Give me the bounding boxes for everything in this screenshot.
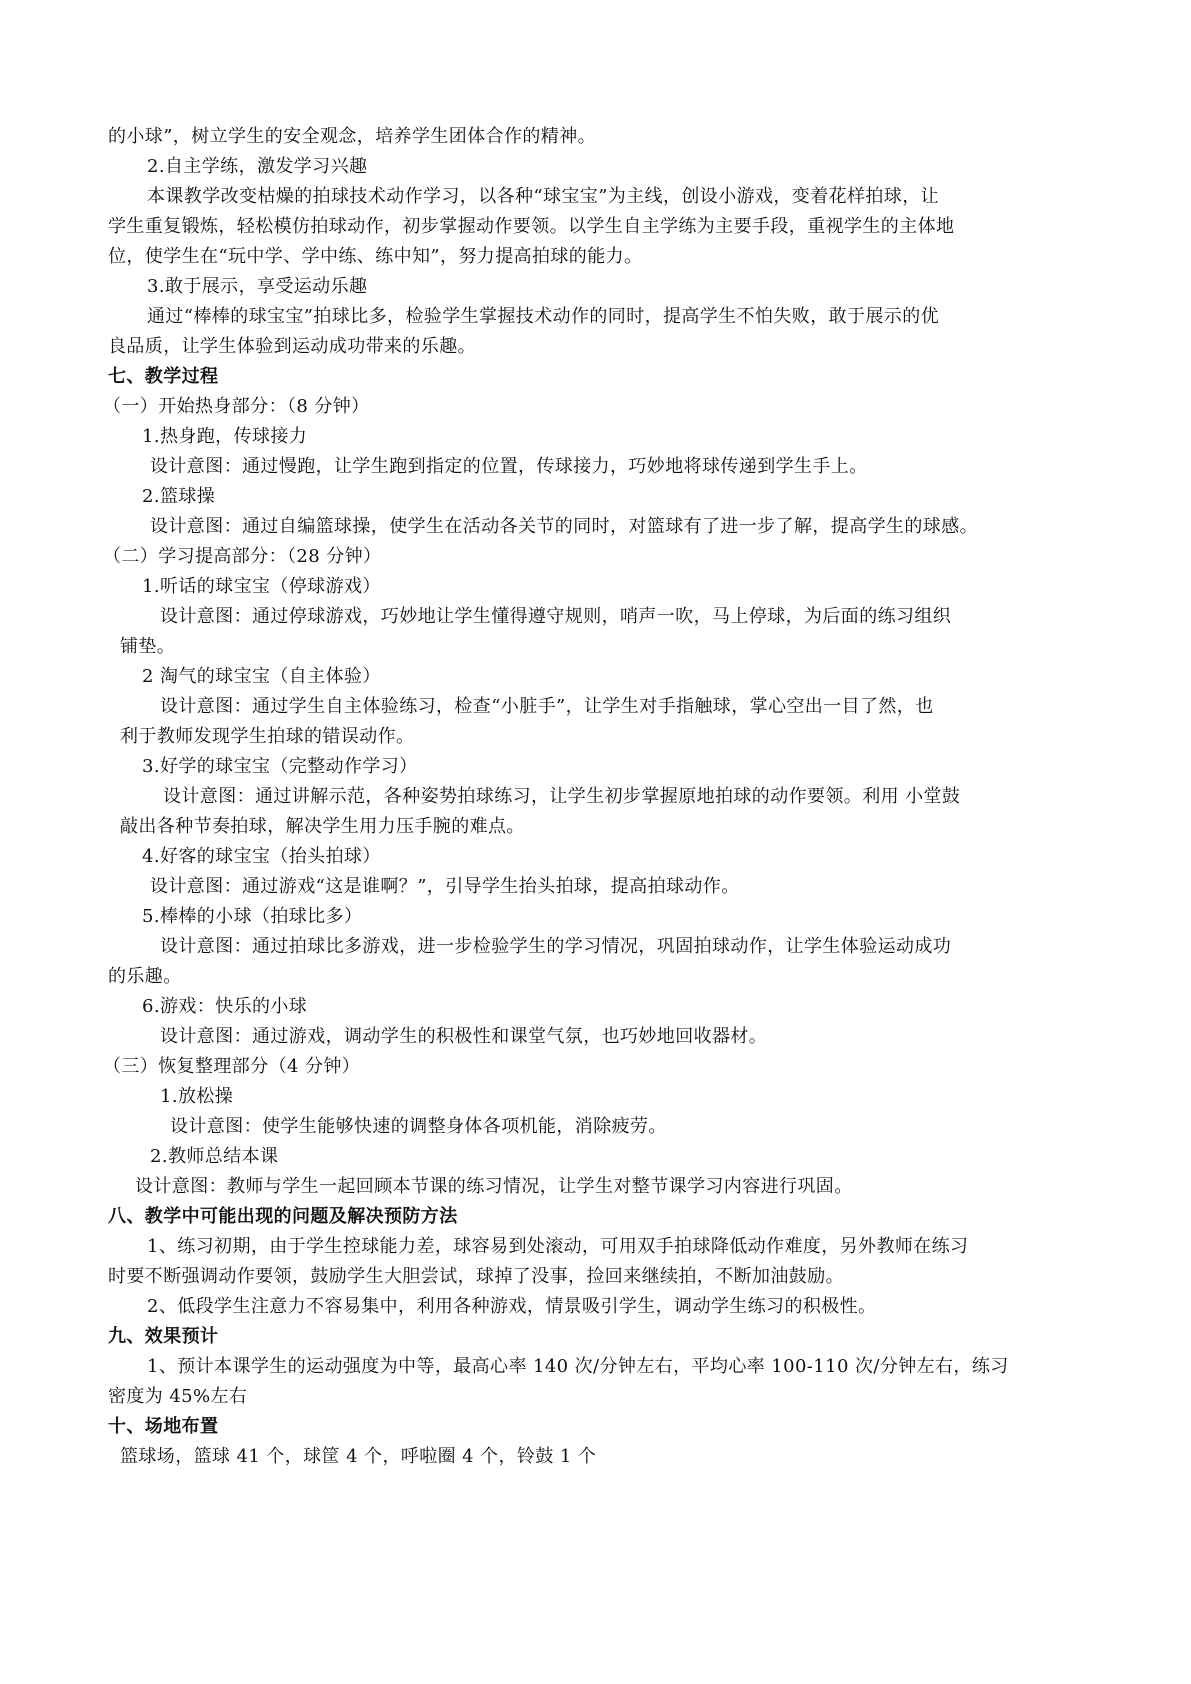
subheading: 2.教师总结本课 [150, 1146, 279, 1167]
paragraph-line: 铺垫。 [120, 636, 176, 657]
paragraph-line: 设计意图：通过学生自主体验练习，检查“小脏手”，让学生对手指触球，掌心空出一目了然，也 [160, 696, 934, 717]
subheading: 1.听话的球宝宝（停球游戏） [142, 576, 381, 597]
paragraph-line: 设计意图：通过停球游戏，巧妙地让学生懂得遵守规则，哨声一吹，马上停球，为后面的练习组织 [160, 606, 952, 627]
section-heading: 十、场地布置 [108, 1416, 219, 1437]
paragraph-line: 设计意图：通过讲解示范，各种姿势拍球练习，让学生初步掌握原地拍球的动作要领。利用 小堂鼓 [163, 786, 961, 807]
subsection-heading: （二）学习提高部分：（28 分钟） [103, 546, 382, 567]
paragraph-line: 利于教师发现学生拍球的错误动作。 [120, 726, 415, 747]
subheading: 4.好客的球宝宝（抬头拍球） [142, 846, 381, 867]
subsection-heading: （一）开始热身部分：（8 分钟） [103, 396, 370, 417]
paragraph-line: 设计意图：使学生能够快速的调整身体各项机能，消除疲劳。 [170, 1116, 667, 1137]
paragraph-line: 密度为 45%左右 [108, 1386, 248, 1407]
subheading: 2.自主学练，激发学习兴趣 [147, 156, 368, 177]
paragraph-line: 1、预计本课学生的运动强度为中等，最高心率 140 次/分钟左右，平均心率 100-110 次/分钟左右，练习 [147, 1356, 1009, 1377]
paragraph-line: 2、低段学生注意力不容易集中，利用各种游戏，情景吸引学生，调动学生练习的积极性。 [147, 1296, 877, 1317]
paragraph-line: 位，使学生在“玩中学、学中练、练中知”，努力提高拍球的能力。 [108, 246, 643, 267]
paragraph-line: 本课教学改变枯燥的拍球技术动作学习，以各种“球宝宝”为主线，创设小游戏，变着花样拍球，让 [147, 186, 939, 207]
section-heading: 七、教学过程 [108, 366, 219, 387]
paragraph-line: 学生重复锻炼，轻松模仿拍球动作，初步掌握动作要领。以学生自主学练为主要手段，重视学生的主体地 [108, 216, 955, 237]
subsection-heading: （三）恢复整理部分（4 分钟） [103, 1056, 361, 1077]
subheading: 2 淘气的球宝宝（自主体验） [142, 666, 381, 687]
paragraph-line: 敲出各种节奏拍球，解决学生用力压手腕的难点。 [120, 816, 525, 837]
paragraph-line: 设计意图：通过慢跑，让学生跑到指定的位置，传球接力，巧妙地将球传递到学生手上。 [150, 456, 868, 477]
section-heading: 九、效果预计 [108, 1326, 219, 1347]
paragraph-line: 通过“棒棒的球宝宝”拍球比多，检验学生掌握技术动作的同时，提高学生不怕失败，敢于展示的优 [147, 306, 939, 327]
subheading: 1.放松操 [160, 1086, 234, 1107]
subheading: 5.棒棒的小球（拍球比多） [142, 906, 363, 927]
paragraph-line: 设计意图：通过拍球比多游戏，进一步检验学生的学习情况，巩固拍球动作，让学生体验运动成功 [160, 936, 952, 957]
subheading: 3.敢于展示，享受运动乐趣 [147, 276, 368, 297]
subheading: 3.好学的球宝宝（完整动作学习） [142, 756, 418, 777]
section-heading: 八、教学中可能出现的问题及解决预防方法 [108, 1206, 458, 1227]
paragraph-line: 1、练习初期，由于学生控球能力差，球容易到处滚动，可用双手拍球降低动作难度，另外教师在练习 [147, 1236, 969, 1257]
subheading: 6.游戏：快乐的小球 [142, 996, 308, 1017]
paragraph-line: 设计意图：通过游戏“这是谁啊？”，引导学生抬头拍球，提高拍球动作。 [150, 876, 740, 897]
paragraph-line: 设计意图：通过自编篮球操，使学生在活动各关节的同时，对篮球有了进一步了解，提高学生的球感。 [150, 516, 978, 537]
paragraph-line: 的乐趣。 [108, 966, 182, 987]
paragraph-line: 时要不断强调动作要领，鼓励学生大胆尝试，球掉了没事，捡回来继续拍，不断加油鼓励。 [108, 1266, 844, 1287]
paragraph-line: 设计意图：教师与学生一起回顾本节课的练习情况，让学生对整节课学习内容进行巩固。 [135, 1176, 853, 1197]
subheading: 2.篮球操 [142, 486, 216, 507]
paragraph-line: 的小球”，树立学生的安全观念，培养学生团体合作的精神。 [108, 126, 596, 147]
paragraph-line: 良品质，让学生体验到运动成功带来的乐趣。 [108, 336, 476, 357]
subheading: 1.热身跑，传球接力 [142, 426, 308, 447]
paragraph-line: 篮球场，篮球 41 个，球筐 4 个，呼啦圈 4 个，铃鼓 1 个 [120, 1446, 597, 1467]
paragraph-line: 设计意图：通过游戏，调动学生的积极性和课堂气氛，也巧妙地回收器材。 [160, 1026, 768, 1047]
